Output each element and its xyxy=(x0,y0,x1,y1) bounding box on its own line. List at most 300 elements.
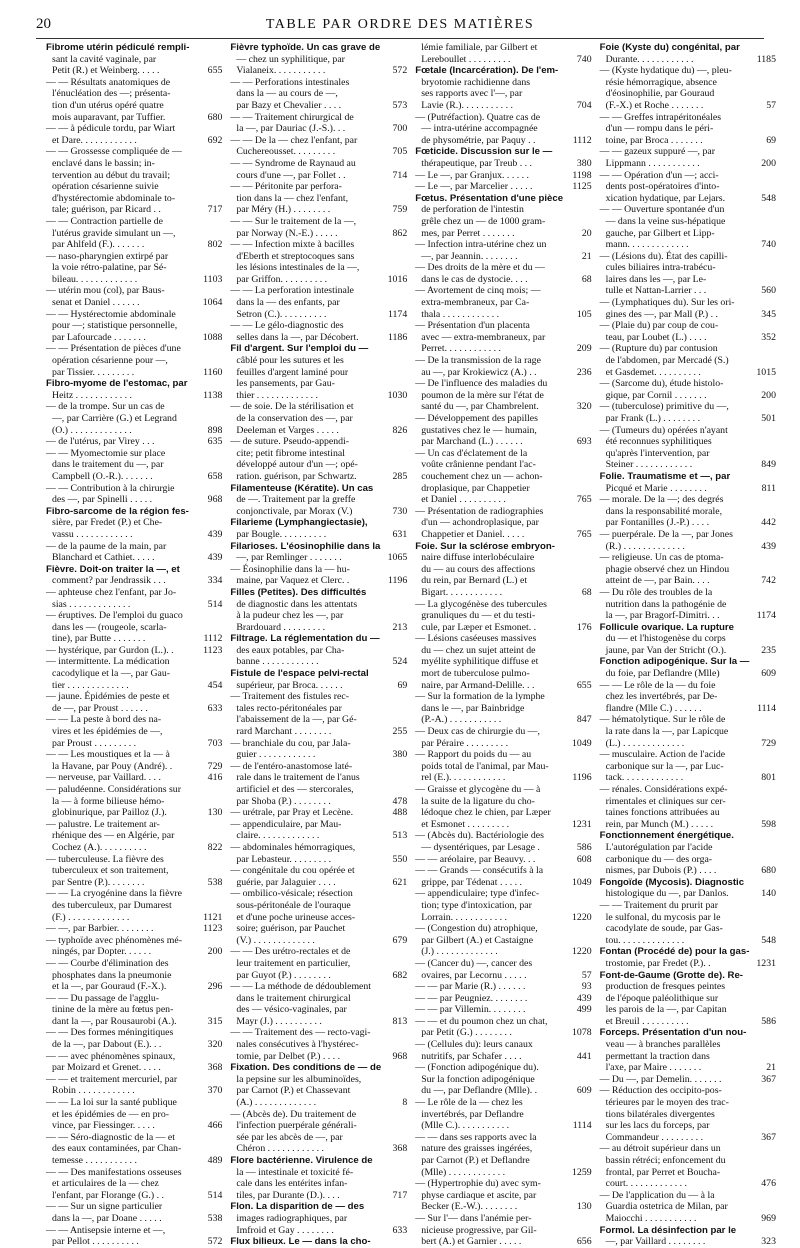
entry-page-ref: 200 xyxy=(207,946,223,958)
index-entry-line xyxy=(230,796,407,808)
entry-page-ref: 765 xyxy=(576,494,592,506)
entry-text: bert (A.) et Garnier . . . . . xyxy=(421,1236,522,1248)
index-entry-line xyxy=(46,958,222,970)
entry-text: grêle chez un — de 1000 gram- xyxy=(421,215,546,227)
entry-page-ref: 1185 xyxy=(756,53,776,65)
index-heading-line xyxy=(230,483,407,495)
index-entry-line xyxy=(230,239,407,251)
entry-page-ref: 1220 xyxy=(572,911,592,923)
entry-text: Guardia ostetrica de Milan, par xyxy=(605,1201,728,1213)
index-entry-line xyxy=(230,100,407,112)
entry-text: Mayr (J.) . . . . . . . . . . xyxy=(236,1015,322,1027)
index-entry-line xyxy=(230,529,407,541)
index-entry-line xyxy=(415,529,591,541)
index-entry-line xyxy=(415,564,591,576)
index-entry-line xyxy=(46,1178,222,1190)
index-entry-line xyxy=(600,761,776,773)
index-entry-line xyxy=(230,819,407,831)
index-entry-line xyxy=(46,912,222,924)
index-entry-line xyxy=(600,158,776,170)
entry-text: par Moizard et Grenet. . . . . xyxy=(52,1062,161,1074)
index-entry-line xyxy=(600,714,776,726)
entry-page-ref: 742 xyxy=(761,575,776,587)
index-entry-line xyxy=(415,993,591,1005)
index-heading-line xyxy=(230,587,407,599)
entry-text: Fil d'argent. Sur l'emploi du — xyxy=(230,343,369,355)
index-heading-line xyxy=(600,656,776,668)
entry-page-ref: 621 xyxy=(392,876,408,888)
entry-text: — Le rôle de la — chez les xyxy=(415,1097,523,1109)
index-entry-line xyxy=(46,888,222,900)
entry-text: rel (E.). . . . . . . . . . . . xyxy=(421,772,506,784)
index-entry-line xyxy=(600,981,776,993)
entry-page-ref: 847 xyxy=(576,714,592,726)
entry-page-ref: 501 xyxy=(761,413,776,424)
entry-text: — de soie. De la stérilisation et xyxy=(230,401,354,413)
entry-text: — (Lésions du). État des capilli- xyxy=(599,250,728,262)
index-entry-line xyxy=(415,285,591,297)
index-entry-line xyxy=(46,494,222,506)
index-entry-line xyxy=(600,204,776,216)
entry-text: maine, par Vaquez et Clerc. . xyxy=(236,575,350,587)
index-entry-line xyxy=(230,494,407,506)
entry-text: Becker (E.-W.). . . . . . . . xyxy=(421,1201,518,1213)
entry-text: par Proust . . . . . . . . . xyxy=(52,737,137,749)
entry-page-ref: 704 xyxy=(576,99,592,111)
index-entry-line xyxy=(230,1016,407,1028)
index-entry-line xyxy=(600,332,776,344)
index-entry-line xyxy=(415,552,591,564)
index-entry-line xyxy=(600,529,776,541)
entry-page-ref: 499 xyxy=(576,1004,592,1016)
entry-text: — Présentation d'un placenta xyxy=(415,320,530,332)
entry-text: par Tissier. . . . . . . . . xyxy=(52,366,135,378)
index-entry-line xyxy=(415,54,591,66)
entry-text: — Le —, par Marcelier . . . . . xyxy=(415,181,533,193)
index-entry-line xyxy=(415,274,591,286)
entry-text: permettant la traction dans xyxy=(605,1050,710,1062)
entry-text: du — et l'histogenèse du corps xyxy=(605,633,726,645)
entry-text: tions bilatérales divergentes xyxy=(605,1108,715,1120)
entry-page-ref: 586 xyxy=(761,1015,776,1027)
index-entry-line xyxy=(600,1004,776,1016)
index-entry-line xyxy=(46,228,222,240)
entry-text: par Petit (G.) . . . . . . . . xyxy=(421,1027,512,1039)
index-entry-line xyxy=(230,749,407,761)
entry-text: au —, par Krokiewicz (A.) . . xyxy=(421,366,537,378)
index-entry-line xyxy=(230,923,407,935)
entry-text: gauche, par Gilbert et Lipp- xyxy=(605,227,715,239)
index-entry-line xyxy=(415,1190,591,1202)
entry-text: rimentales et cliniques sur cer- xyxy=(605,795,726,807)
index-entry-line xyxy=(415,170,591,182)
entry-text: — rénales. Considérations expé- xyxy=(599,784,728,795)
entry-text: et Breuil . . . . . . . . . . xyxy=(605,1015,689,1027)
index-column-4 xyxy=(599,42,776,1248)
index-entry-line xyxy=(415,413,591,425)
entry-page-ref: 213 xyxy=(392,621,408,633)
entry-text: — éruptives. De l'emploi du guaco xyxy=(46,610,183,622)
entry-page-ref: 1160 xyxy=(203,366,223,378)
entry-text: Setron (C.). . . . . . . . . . xyxy=(236,308,327,320)
entry-text: de —. Traitement par la greffe xyxy=(236,494,356,506)
entry-text: feuilles d'argent laminé pour xyxy=(236,366,349,378)
index-entry-line xyxy=(230,784,407,796)
index-entry-line xyxy=(230,1190,407,1202)
index-entry-line xyxy=(600,738,776,750)
entry-text: Imfroid et Gay . . . . . . . . xyxy=(236,1224,334,1236)
index-entry-line xyxy=(600,900,776,912)
entry-text: — Infection intra-utérine chez un xyxy=(415,239,547,251)
entry-text: par Péraire . . . . . . . . . xyxy=(421,737,509,749)
index-heading-line xyxy=(230,1236,407,1248)
entry-text: tulle et Nattan-Larrier . . . xyxy=(605,285,707,297)
entry-page-ref: 130 xyxy=(576,1201,592,1213)
entry-page-ref: 680 xyxy=(761,865,776,877)
index-entry-line xyxy=(46,946,222,958)
entry-text: vassu . . . . . . . . . . . . xyxy=(52,528,133,540)
index-heading-line xyxy=(230,1155,407,1167)
index-entry-line xyxy=(415,204,591,216)
entry-text: l'axe, par Maire . . . . . . . xyxy=(605,1062,702,1074)
entry-text: banne . . . . . . . . . . . . xyxy=(236,656,319,668)
entry-text: par Carnot (P.) et Deflandre xyxy=(421,1155,530,1166)
index-entry-line xyxy=(600,1074,776,1086)
entry-text: la Havane, par Pouy (André). . xyxy=(52,760,173,772)
index-entry-line xyxy=(600,216,776,228)
entry-text: Formol. La désinfection par le xyxy=(599,1224,737,1236)
entry-page-ref: 1078 xyxy=(572,1027,592,1039)
entry-text: la — intestinale et toxicité fé- xyxy=(236,1166,354,1178)
entry-text: dans la —, par Doane . . . . . xyxy=(52,1212,162,1224)
index-entry-line xyxy=(46,297,222,309)
index-entry-line xyxy=(600,923,776,935)
entry-page-ref: 68 xyxy=(581,273,592,285)
entry-text: la voie rétro-palatine, par Sé- xyxy=(52,262,167,274)
index-entry-line xyxy=(230,355,407,367)
entry-page-ref: 416 xyxy=(207,772,223,784)
entry-page-ref: 439 xyxy=(207,552,223,564)
entry-text: — Rapport du poids du — au xyxy=(415,749,532,761)
entry-text: (Mlle C.). . . . . . . . . . . xyxy=(421,1120,510,1132)
index-entry-line xyxy=(46,877,222,889)
entry-page-ref: 1138 xyxy=(203,389,223,401)
index-entry-line xyxy=(415,1016,591,1028)
index-entry-line xyxy=(600,1039,776,1051)
index-entry-line xyxy=(46,123,222,135)
entry-text: — Deux cas de chirurgie du —, xyxy=(415,726,540,738)
entry-page-ref: 759 xyxy=(392,204,408,216)
entry-text: tomie, par Delbet (P.) . . . . xyxy=(236,1050,341,1062)
entry-page-ref: 968 xyxy=(207,494,223,506)
index-entry-line xyxy=(46,285,222,297)
entry-text: mort de tuberculose pulmo- xyxy=(421,668,530,680)
entry-text: par Ahlfeld (F.). . . . . . . xyxy=(52,239,145,251)
index-entry-line xyxy=(46,77,222,89)
entry-page-ref: 105 xyxy=(576,308,592,320)
index-entry-line xyxy=(600,633,776,645)
entry-page-ref: 1123 xyxy=(203,644,223,656)
index-entry-line xyxy=(600,1016,776,1028)
index-entry-line xyxy=(600,309,776,321)
entry-text: — Présentation de radiographies xyxy=(415,505,544,517)
entry-page-ref: 609 xyxy=(576,1085,592,1097)
entry-text: carbonique sur la —, par Luc- xyxy=(605,760,724,772)
entry-text: et Gasdemet. . . . . . . . . . xyxy=(605,366,701,378)
entry-text: guérie, par Jalaguier . . . . xyxy=(236,876,336,888)
entry-text: ovaires, par Lecornu . . . . . xyxy=(421,969,527,981)
entry-page-ref: 1049 xyxy=(572,876,592,888)
index-entry-line xyxy=(600,100,776,112)
index-entry-line xyxy=(600,274,776,286)
entry-page-ref: 345 xyxy=(761,308,776,320)
entry-page-ref: 442 xyxy=(761,517,776,529)
entry-text: — appendiculaire, par Mau- xyxy=(230,818,342,830)
entry-text: Chappetier et Daniel. . . . . xyxy=(421,528,525,540)
index-entry-line xyxy=(230,332,407,344)
entry-text: tinine de la mère au fœtus pen- xyxy=(52,1004,174,1016)
index-entry-line xyxy=(600,425,776,437)
index-entry-line xyxy=(230,552,407,564)
entry-text: — musculaire. Action de l'acide xyxy=(599,749,726,761)
entry-text: — — Myomectomie sur place xyxy=(46,447,166,459)
entry-text: — Sur la formation de la lymphe xyxy=(415,691,545,703)
entry-page-ref: 1016 xyxy=(387,273,408,285)
page-number: 20 xyxy=(36,16,51,32)
entry-page-ref: 130 xyxy=(207,807,223,819)
index-entry-line xyxy=(600,181,776,193)
index-heading-line xyxy=(600,471,776,483)
index-entry-line xyxy=(600,251,776,263)
entry-text: par Sentre (P.). . . . . . . . xyxy=(52,876,145,888)
entry-page-ref: 862 xyxy=(392,227,408,239)
index-entry-line xyxy=(600,1143,776,1155)
entry-text: — Des droits de la mère et du — xyxy=(415,262,545,274)
index-entry-line xyxy=(230,54,407,66)
index-entry-line xyxy=(600,796,776,808)
index-entry-line xyxy=(230,656,407,668)
entry-text: — hématolytique. Sur le rôle de xyxy=(599,714,726,726)
index-entry-line xyxy=(415,622,591,634)
entry-text: — appendiculaire; type d'infec- xyxy=(415,888,540,900)
index-entry-line xyxy=(230,1167,407,1179)
entry-page-ref: 320 xyxy=(207,1039,223,1051)
entry-text: résie hémorragique, absence xyxy=(605,76,717,88)
index-entry-line xyxy=(415,309,591,321)
index-entry-line xyxy=(600,599,776,611)
index-entry-line xyxy=(415,865,591,877)
index-entry-line xyxy=(600,1213,776,1225)
index-entry-line xyxy=(230,645,407,657)
index-entry-line xyxy=(230,830,407,842)
entry-text: veau — à branches parallèles xyxy=(605,1039,721,1051)
entry-page-ref: 898 xyxy=(207,424,223,436)
entry-text: — puerpérale. De la —, par Jones xyxy=(599,528,733,540)
entry-text: invertébrés, par Deflandre xyxy=(421,1108,524,1120)
index-entry-line xyxy=(46,1004,222,1016)
entry-page-ref: 439 xyxy=(761,540,776,552)
entry-text: thala . . . . . . . . . . . . xyxy=(421,308,500,320)
entry-text: — Le —, par Granjux. . . . . . xyxy=(415,169,529,181)
entry-text: les pansements, par Gau- xyxy=(236,378,335,390)
index-entry-line xyxy=(230,390,407,402)
entry-page-ref: 1049 xyxy=(572,737,592,749)
index-entry-line xyxy=(415,1004,591,1016)
entry-page-ref: 655 xyxy=(576,679,592,691)
entry-text: — (Congestion du) atrophique, xyxy=(415,923,538,935)
entry-text: — (Rupture du) par contusion xyxy=(599,343,718,355)
index-entry-line xyxy=(600,691,776,703)
index-entry-line xyxy=(230,970,407,982)
entry-text: — (Abcès du). Bactériologie des xyxy=(415,830,544,842)
entry-page-ref: 740 xyxy=(761,239,776,251)
entry-page-ref: 1196 xyxy=(388,575,408,587)
entry-text: — —, par Barbier. . . . . . . . xyxy=(46,923,154,935)
entry-text: Filtrage. La réglementation du — xyxy=(230,633,380,645)
entry-page-ref: 69 xyxy=(766,134,776,146)
entry-text: Petit (R.) et Weinberg. . . . . xyxy=(52,65,160,77)
index-entry-line xyxy=(415,390,591,402)
entry-text: les lésions intestinales de la —, xyxy=(236,262,360,274)
entry-text: — — Présentation de pièces d'une xyxy=(46,343,181,355)
entry-page-ref: 572 xyxy=(392,65,408,77)
index-entry-line xyxy=(46,1085,222,1097)
index-entry-line xyxy=(415,181,591,193)
entry-page-ref: 323 xyxy=(761,1236,776,1248)
index-entry-line xyxy=(230,900,407,912)
entry-text: sur les lacs du forceps, par xyxy=(605,1120,710,1132)
entry-text: la —, par Bragorf-Dimitri. . . xyxy=(605,610,720,622)
index-entry-line xyxy=(230,622,407,634)
entry-page-ref: 1121 xyxy=(203,911,223,923)
entry-page-ref: 822 xyxy=(207,841,223,853)
index-entry-line xyxy=(600,1190,776,1202)
entry-text: granuliques du — et du testi- xyxy=(421,610,536,622)
entry-text: (O.) . . . . . . . . . . . . . xyxy=(52,424,132,436)
index-entry-line xyxy=(600,355,776,367)
entry-text: par Gilbert (A.) et Castaigne xyxy=(421,934,534,946)
entry-text: Steiner . . . . . . . . . . . . xyxy=(605,459,693,471)
entry-text: tion; type d'intoxication, par xyxy=(421,899,532,911)
entry-text: — (tuberculose) primitive du —, xyxy=(599,401,729,413)
entry-page-ref: 1103 xyxy=(203,273,223,285)
index-entry-line xyxy=(600,842,776,854)
entry-text: l'abaissement de la —, par Gé- xyxy=(236,714,357,726)
entry-text: d'Eberth et streptocoques sans xyxy=(236,250,355,262)
index-entry-line xyxy=(46,390,222,402)
index-entry-line xyxy=(46,483,222,495)
index-entry-line xyxy=(230,981,407,993)
index-entry-line xyxy=(600,88,776,100)
index-entry-line xyxy=(46,135,222,147)
entry-text: — — La peste à bord des na- xyxy=(46,714,162,726)
index-entry-line xyxy=(600,285,776,297)
index-heading-line xyxy=(600,946,776,958)
entry-text: l'infection puerpérale générali- xyxy=(236,1120,357,1132)
entry-text: — religieuse. Un cas de ptoma- xyxy=(599,552,724,564)
entry-text: trostomie, par Fredet (P.). . xyxy=(605,957,711,969)
entry-text: — hystérique, par Gurdon (L.). . xyxy=(46,644,174,656)
index-heading-line xyxy=(415,193,591,205)
entry-page-ref: 560 xyxy=(761,285,776,297)
index-entry-line xyxy=(46,807,222,819)
entry-text: par Guyot (P.) . . . . . . . . xyxy=(236,969,331,981)
index-entry-line xyxy=(230,1213,407,1225)
entry-text: teau, par Loubet (L.) . . . . xyxy=(605,331,707,343)
entry-text: — abdominales hémorragiques, xyxy=(230,841,356,853)
index-entry-line xyxy=(600,1109,776,1121)
entry-text: ningés, par Dopter. . . . . . xyxy=(52,946,152,958)
entry-page-ref: 466 xyxy=(207,1120,223,1132)
index-entry-line xyxy=(415,1109,591,1121)
entry-text: — — Traitement chirurgical de xyxy=(230,111,354,123)
entry-text: Maiocchi . . . . . . . . . . . xyxy=(605,1212,697,1224)
index-entry-line xyxy=(230,367,407,379)
index-entry-line xyxy=(46,239,222,251)
entry-text: la suite de la ligature du cho- xyxy=(421,795,535,807)
index-entry-line xyxy=(415,656,591,668)
entry-text: — morale. De la —; des degrés xyxy=(599,494,724,506)
entry-text: d'un — rompu dans le péri- xyxy=(605,123,714,135)
index-entry-line xyxy=(415,1097,591,1109)
index-entry-line xyxy=(46,622,222,634)
index-entry-line xyxy=(600,170,776,182)
entry-text: Fongoïde (Mycosis). Diagnostic xyxy=(599,876,745,888)
index-entry-line xyxy=(230,912,407,924)
index-entry-line xyxy=(46,1190,222,1202)
entry-page-ref: 57 xyxy=(766,99,776,111)
entry-text: — palustre. Le traitement ar- xyxy=(46,818,160,830)
entry-page-ref: 1174 xyxy=(756,610,776,622)
entry-text: Folie. Traumatisme et —, par xyxy=(599,470,731,482)
index-entry-line xyxy=(46,726,222,738)
entry-text: les parois de la —, par Capitan xyxy=(605,1004,727,1016)
index-entry-line xyxy=(46,320,222,332)
index-entry-line xyxy=(46,112,222,124)
entry-text: — (Hypertrophie du) avec sym- xyxy=(415,1178,541,1190)
index-entry-line xyxy=(230,88,407,100)
index-entry-line xyxy=(415,842,591,854)
index-entry-line xyxy=(600,1178,776,1190)
entry-text: Lorrain. . . . . . . . . . . . xyxy=(421,911,507,923)
index-entry-line xyxy=(415,946,591,958)
index-heading-line xyxy=(600,622,776,634)
page-header xyxy=(36,14,764,39)
entry-text: — — et traitement mercuriel, par xyxy=(46,1073,178,1085)
index-entry-line xyxy=(415,900,591,912)
index-entry-line xyxy=(230,320,407,332)
entry-text: Fixation. Des conditions de — de xyxy=(230,1062,382,1074)
index-entry-line xyxy=(46,854,222,866)
entry-text: (V.) . . . . . . . . . . . . . xyxy=(236,934,315,946)
index-entry-line xyxy=(230,181,407,193)
entry-page-ref: 1065 xyxy=(387,552,408,564)
entry-page-ref: 380 xyxy=(392,749,408,761)
entry-page-ref: 1231 xyxy=(572,818,592,830)
index-entry-line xyxy=(600,958,776,970)
index-entry-line xyxy=(46,552,222,564)
index-entry-line xyxy=(230,958,407,970)
entry-text: par Norway (N.-E.) . . . . . xyxy=(236,227,338,239)
entry-text: rale dans le traitement de l'anus xyxy=(236,772,360,784)
index-entry-line xyxy=(46,1097,222,1109)
index-entry-line xyxy=(415,1213,591,1225)
index-entry-line xyxy=(230,112,407,124)
index-entry-line xyxy=(230,1225,407,1237)
entry-text: (L.) . . . . . . . . . . . . . xyxy=(605,737,685,749)
entry-text: — (Cancer du) —, cancer des xyxy=(415,957,533,969)
entry-text: flandre (Mlle C.) . . . . . . xyxy=(605,702,702,714)
